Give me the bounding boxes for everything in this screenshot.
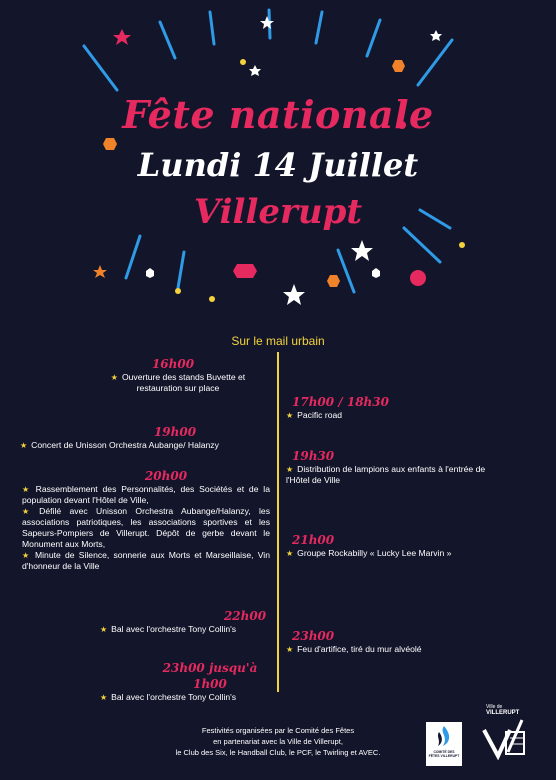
venue-label: Sur le mail urbain <box>231 334 325 348</box>
event-time: 23h00 jusqu'à 1h00 <box>162 661 258 691</box>
event-time: 19h00 <box>153 425 197 439</box>
event-item: ★ Bal avec l'orchestre Tony Collin's <box>100 624 237 634</box>
star-icon: ★ <box>22 485 32 494</box>
event-19h00 <box>20 424 270 451</box>
title-date: Lundi 14 Juillet <box>137 146 419 184</box>
event-time: 23h00 <box>292 629 335 643</box>
event-item: ★ Groupe Rockabilly « Lucky Lee Marvin » <box>286 548 452 558</box>
event-time: 21h00 <box>292 533 335 547</box>
event-time: 19h30 <box>292 449 335 463</box>
footer-line: Festivités organisées par le Comité des Fêtes <box>201 726 355 735</box>
event-16h00 <box>28 356 268 394</box>
title-fete-nationale: Fête nationale <box>122 92 434 137</box>
star-icon: ★ <box>286 645 294 654</box>
event-time: 16h00 <box>151 357 195 371</box>
star-icon: ★ <box>286 411 294 420</box>
event-item: ★ Distribution de lampions aux enfants à l'entrée de l'Hôtel de Ville <box>286 464 486 485</box>
event-19h30 <box>286 448 510 486</box>
event-item: ★ Ouverture des stands Buvette et restauration sur place <box>110 372 246 393</box>
event-item: ★ Feu d'artifice, tiré du mur alvéolé <box>286 644 422 654</box>
event-23h00 <box>286 628 526 655</box>
star-icon: ★ <box>110 373 118 382</box>
ville-de-villerupt-logo <box>480 704 536 768</box>
event-item: ★ Bal avec l'orchestre Tony Collin's <box>100 692 237 702</box>
star-icon: ★ <box>286 465 294 474</box>
event-item: ★ Minute de Silence, sonnerie aux Morts et Marseillaise, Vin d'honneur de la Ville <box>22 550 270 571</box>
ville-logo-small: Ville de <box>486 704 503 710</box>
comite-logo-text: COMITÉ DES FÊTES VILLERUPT <box>428 750 460 758</box>
star-icon: ★ <box>22 551 31 560</box>
title-town: Villerupt <box>193 192 363 232</box>
event-21h00 <box>286 532 526 559</box>
event-time: 17h00 / 18h30 <box>292 395 389 409</box>
event-item: ★ Défilé avec Unisson Orchestra Aubange/Halanzy, les associations patriotiques, les associations sportives et les Sapeurs-Pompiers de Villerupt. Dépôt de gerbe devant le Monument aux Morts, <box>22 506 270 549</box>
event-item: ★ Rassemblement des Personnalités, des Sociétés et de la population devant l'Hôtel de Ville, <box>22 484 270 505</box>
star-icon: ★ <box>22 507 36 516</box>
event-17h00-18h30 <box>286 394 526 421</box>
star-icon: ★ <box>286 549 294 558</box>
event-23h00-1h00 <box>100 660 270 703</box>
event-time: 20h00 <box>144 469 188 483</box>
comite-des-fetes-logo <box>426 722 462 766</box>
event-22h00 <box>100 608 270 635</box>
star-icon: ★ <box>100 693 108 702</box>
footer-line: le Club des Six, le Handball Club, le PCF, le Twirling et AVEC. <box>175 748 381 757</box>
villerupt-emblem-icon <box>480 716 530 760</box>
footer-credits <box>0 725 556 758</box>
ville-logo-name: VILLERUPT <box>486 710 520 716</box>
footer-line: en partenariat avec la Ville de Villerupt, <box>213 737 343 746</box>
event-time: 22h00 <box>223 609 267 623</box>
event-item: ★ Pacific road <box>286 410 343 420</box>
star-icon: ★ <box>20 441 28 450</box>
event-item: ★ Concert de Unisson Orchestra Aubange/ Halanzy <box>20 440 219 450</box>
comite-flame-icon <box>429 724 459 750</box>
timeline-axis <box>277 352 279 692</box>
star-icon: ★ <box>100 625 108 634</box>
event-20h00 <box>22 468 270 572</box>
